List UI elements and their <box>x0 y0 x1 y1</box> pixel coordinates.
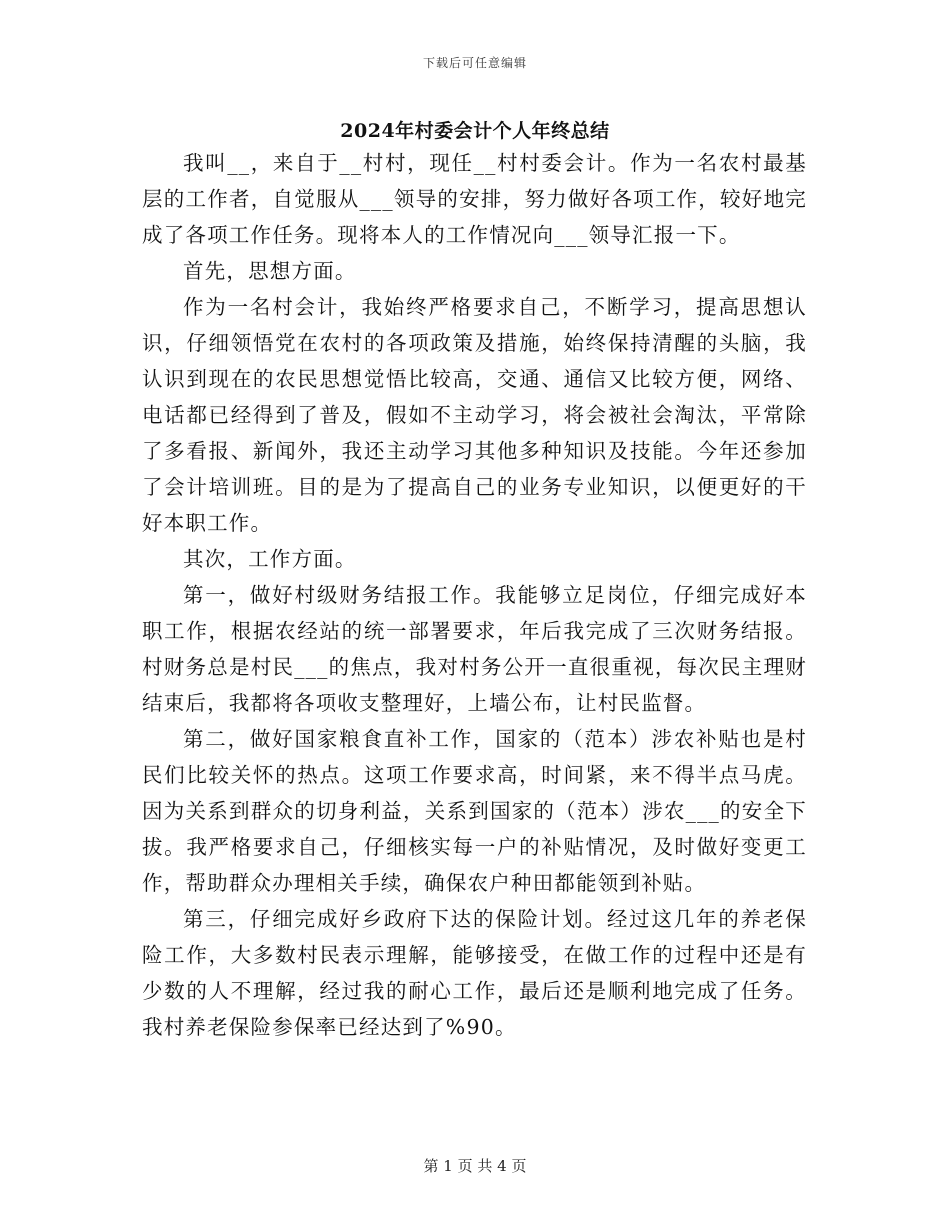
paragraph-work-2: 第二，做好国家粮食直补工作，国家的（范本）涉农补贴也是村民们比较关怀的热点。这项工作要求高，时间紧，来不得半点马虎。因为关系到群众的切身利益，关系到国家的（范本）涉农___的安全下拔。我严格要求自己，仔细核实每一户的补贴情况，及时做好变更工作，帮助群众办理相关手续，确保农户种田都能领到补贴。 <box>142 727 807 895</box>
page-footer: 第 1 页 共 4 页 <box>423 1157 527 1175</box>
document-title: 2024年村委会计个人年终总结 <box>340 120 610 142</box>
document-body <box>142 145 807 1045</box>
paragraph-section-work: 其次，工作方面。 <box>183 547 357 571</box>
header-note: 下载后可任意编辑 <box>422 56 527 70</box>
paragraph-thought: 作为一名村会计，我始终严格要求自己，不断学习，提高思想认识，仔细领悟党在农村的各项政策及措施，始终保持清醒的头脑，我认识到现在的农民思想觉悟比较高，交通、通信又比较方便，网络、电话都已经得到了普及，假如不主动学习，将会被社会淘汰，平常除了多看报、新闻外，我还主动学习其他多种知识及技能。今年还参加了会计培训班。目的是为了提高自己的业务专业知识，以便更好的干好本职工作。 <box>142 295 807 535</box>
paragraph-work-3: 第三，仔细完成好乡政府下达的保险计划。经过这几年的养老保险工作，大多数村民表示理解，能够接受，在做工作的过程中还是有少数的人不理解，经过我的耐心工作，最后还是顺利地完成了任务。我村养老保险参保率已经达到了%90。 <box>142 907 807 1039</box>
paragraph-work-1: 第一，做好村级财务结报工作。我能够立足岗位，仔细完成好本职工作，根据农经站的统一部署要求，年后我完成了三次财务结报。村财务总是村民___的焦点，我对村务公开一直很重视，每次民主理财结束后，我都将各项收支整理好，上墙公布，让村民监督。 <box>142 583 807 715</box>
paragraph-intro: 我叫__，来自于__村村，现任__村村委会计。作为一名农村最基层的工作者，自觉服从___领导的安排，努力做好各项工作，较好地完成了各项工作任务。现将本人的工作情况向___领导汇报一下。 <box>142 151 807 247</box>
paragraph-section-thought: 首先，思想方面。 <box>183 259 357 283</box>
